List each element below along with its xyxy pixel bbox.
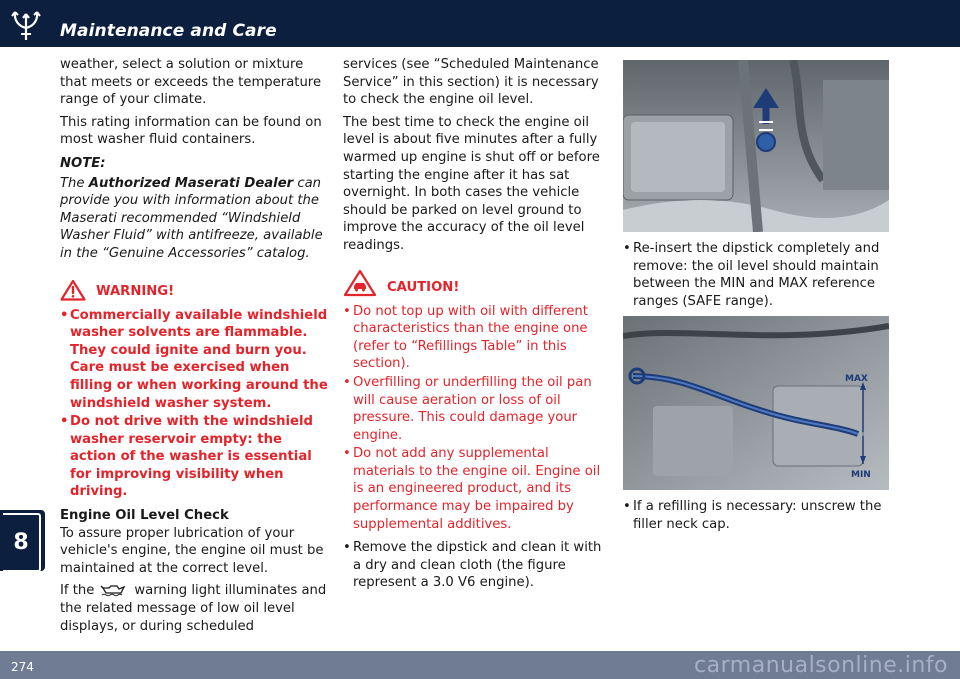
- column-2: [343, 56, 611, 598]
- list-item: • Commercially available windshield washer solvents are flammable. They could ignite and burn you. Care must be exercised when filling or when working around the windshield washer system.: [60, 307, 330, 413]
- list-item: • If a refilling is necessary: unscrew the filler neck cap.: [623, 498, 893, 533]
- caution-car-icon: [343, 269, 377, 297]
- step-list: [623, 498, 893, 533]
- min-level-label: MIN: [851, 470, 871, 481]
- dipstick-level-photo: [623, 316, 889, 490]
- list-item: • Overfilling or underfilling the oil pan will cause aeration or loss of oil pressure. This could damage your engine.: [343, 374, 611, 444]
- paragraph: weather, select a solution or mixture that meets or exceeds the temperature range of your climate.: [60, 57, 322, 108]
- paragraph: If the warning light illuminates and the related message of low oil level displays, or during scheduled: [60, 583, 327, 634]
- step-list: [623, 240, 893, 310]
- paragraph: services (see “Scheduled Maintenance Service” in this section) it is necessary to check the engine oil level.: [343, 57, 599, 108]
- page-number: 274: [11, 660, 34, 674]
- warning-list: [60, 307, 330, 502]
- list-item: • Remove the dipstick and clean it with a dry and clean cloth (the figure represent a 3.0 V6 engine).: [343, 539, 611, 592]
- chapter-tab: [0, 510, 45, 571]
- paragraph: To assure proper lubrication of your vehicle's engine, the engine oil must be maintained at the correct level.: [60, 525, 324, 576]
- chapter-number: 8: [13, 530, 29, 555]
- note-text: The Authorized Maserati Dealer can provide you with information about the Maserati recommended “Windshield Washer Fluid” with antifreeze, available in the “Genuine Accessories” catalog.: [60, 175, 323, 261]
- warning-triangle-icon: [60, 279, 86, 301]
- max-level-label: MAX: [845, 374, 868, 385]
- warning-heading: WARNING!: [60, 279, 330, 301]
- page-header: [0, 0, 960, 47]
- paragraph: This rating information can be found on most washer fluid containers.: [60, 114, 322, 148]
- step-list: [343, 539, 611, 592]
- list-item: • Re-insert the dipstick completely and remove: the oil level should maintain between the MIN and MAX reference ranges (SAFE range).: [623, 240, 893, 310]
- engine-bay-dipstick-photo: [623, 60, 889, 232]
- page-title: Maintenance and Care: [60, 21, 277, 41]
- list-item: • Do not top up with oil with different characteristics than the engine one (refer to “Refillings Table” in this section).: [343, 303, 611, 373]
- watermark-text: carmanualsonline.info: [694, 653, 948, 678]
- column-3: [623, 60, 893, 540]
- note-label: NOTE:: [60, 155, 106, 171]
- section-heading: Engine Oil Level Check: [60, 508, 229, 524]
- column-1: [60, 56, 330, 640]
- paragraph: The best time to check the engine oil level is about five minutes after a fully warmed up engine is shut off or before starting the engine after it has sat overnight. In both cases the vehicle should be parked on level ground to improve the accuracy of the oil level readings.: [343, 114, 600, 253]
- dealer-name: Authorized Maserati Dealer: [88, 175, 294, 191]
- oil-pressure-warning-icon: [100, 583, 128, 597]
- maserati-trident-icon: [9, 6, 43, 42]
- list-item: • Do not add any supplemental materials to the engine oil. Engine oil is an engineered product, and its performance may be impaired by supplemental additives.: [343, 445, 611, 533]
- caution-heading: CAUTION!: [343, 269, 611, 297]
- caution-list: [343, 303, 611, 534]
- page-footer: [0, 651, 960, 679]
- list-item: • Do not drive with the windshield washer reservoir empty: the action of the washer is essential for improving visibility when driving.: [60, 413, 330, 501]
